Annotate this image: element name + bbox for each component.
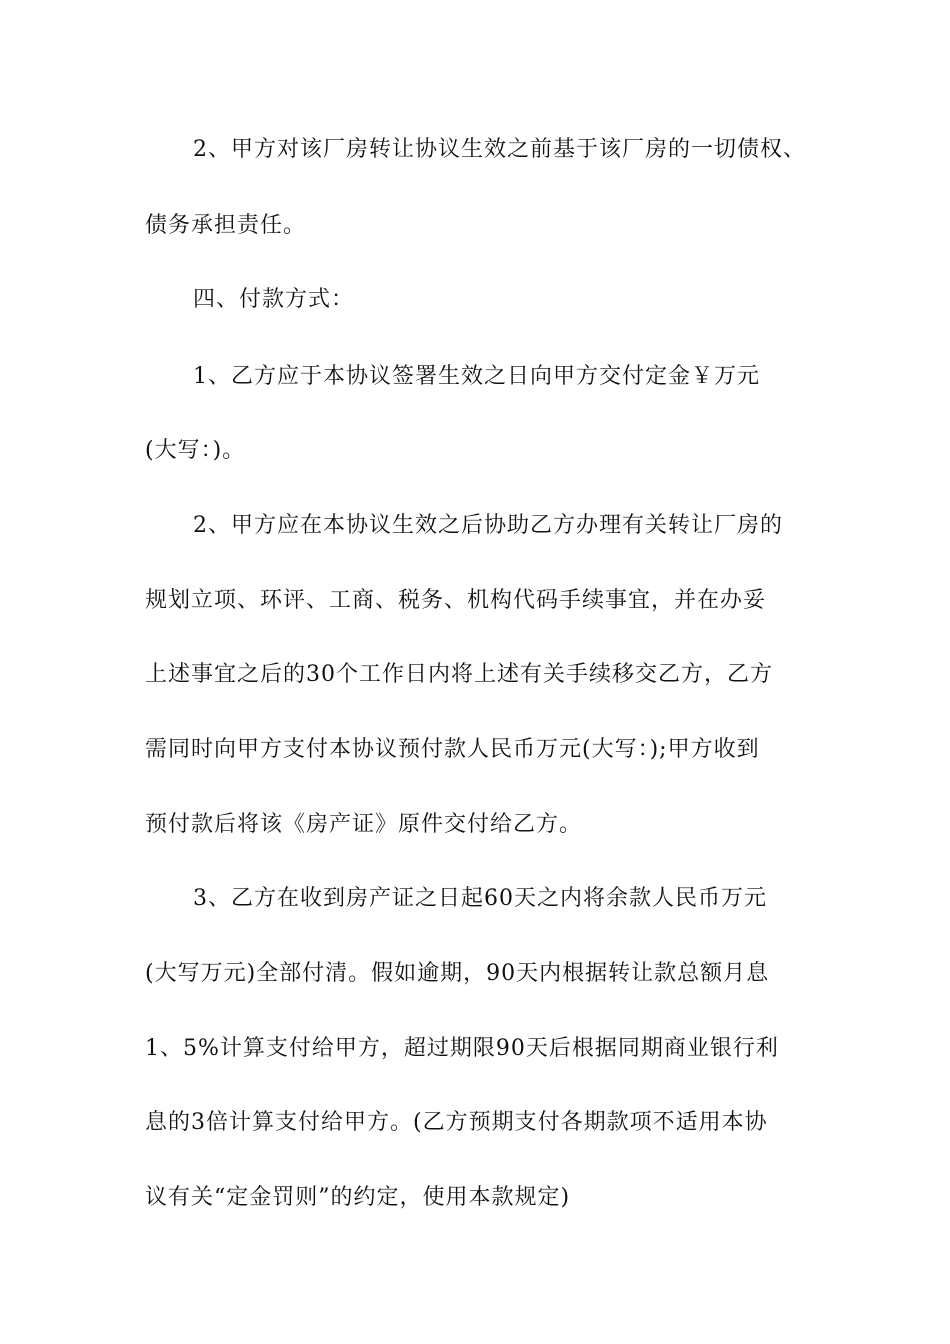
paragraph-line: 2、甲方对该厂房转让协议生效之前基于该厂房的一切债权、 [193,137,806,162]
section-heading: 四、付款方式： [193,287,355,312]
paragraph-line: 3、乙方在收到房产证之日起60天之内将余款人民币万元 [193,886,767,911]
paragraph-line: 上述事宜之后的30个工作日内将上述有关手续移交乙方，乙方 [145,662,773,687]
paragraph-line: 2、甲方应在本协议生效之后协助乙方办理有关转让厂房的 [193,513,783,538]
paragraph-line: 需同时向甲方支付本协议预付款人民币万元(大写：);甲方收到 [145,737,760,762]
paragraph-line: 债务承担责任。 [145,213,307,238]
paragraph-line: 1、5%计算支付给甲方，超过期限90天后根据同期商业银行利 [145,1036,779,1061]
paragraph-line: 议有关“定金罚则”的约定，使用本款规定) [145,1185,571,1210]
paragraph-line: (大写：)。 [145,438,246,463]
paragraph-line: 1、乙方应于本协议签署生效之日向甲方交付定金￥万元 [193,364,760,389]
paragraph-line: (大写万元)全部付清。假如逾期，90天内根据转让款总额月息 [145,961,770,986]
paragraph-line: 预付款后将该《房产证》原件交付给乙方。 [145,812,583,837]
paragraph-line: 息的3倍计算支付给甲方。(乙方预期支付各期款项不适用本协 [145,1110,768,1135]
paragraph-line: 规划立项、环评、工商、税务、机构代码手续事宜，并在办妥 [145,588,767,613]
